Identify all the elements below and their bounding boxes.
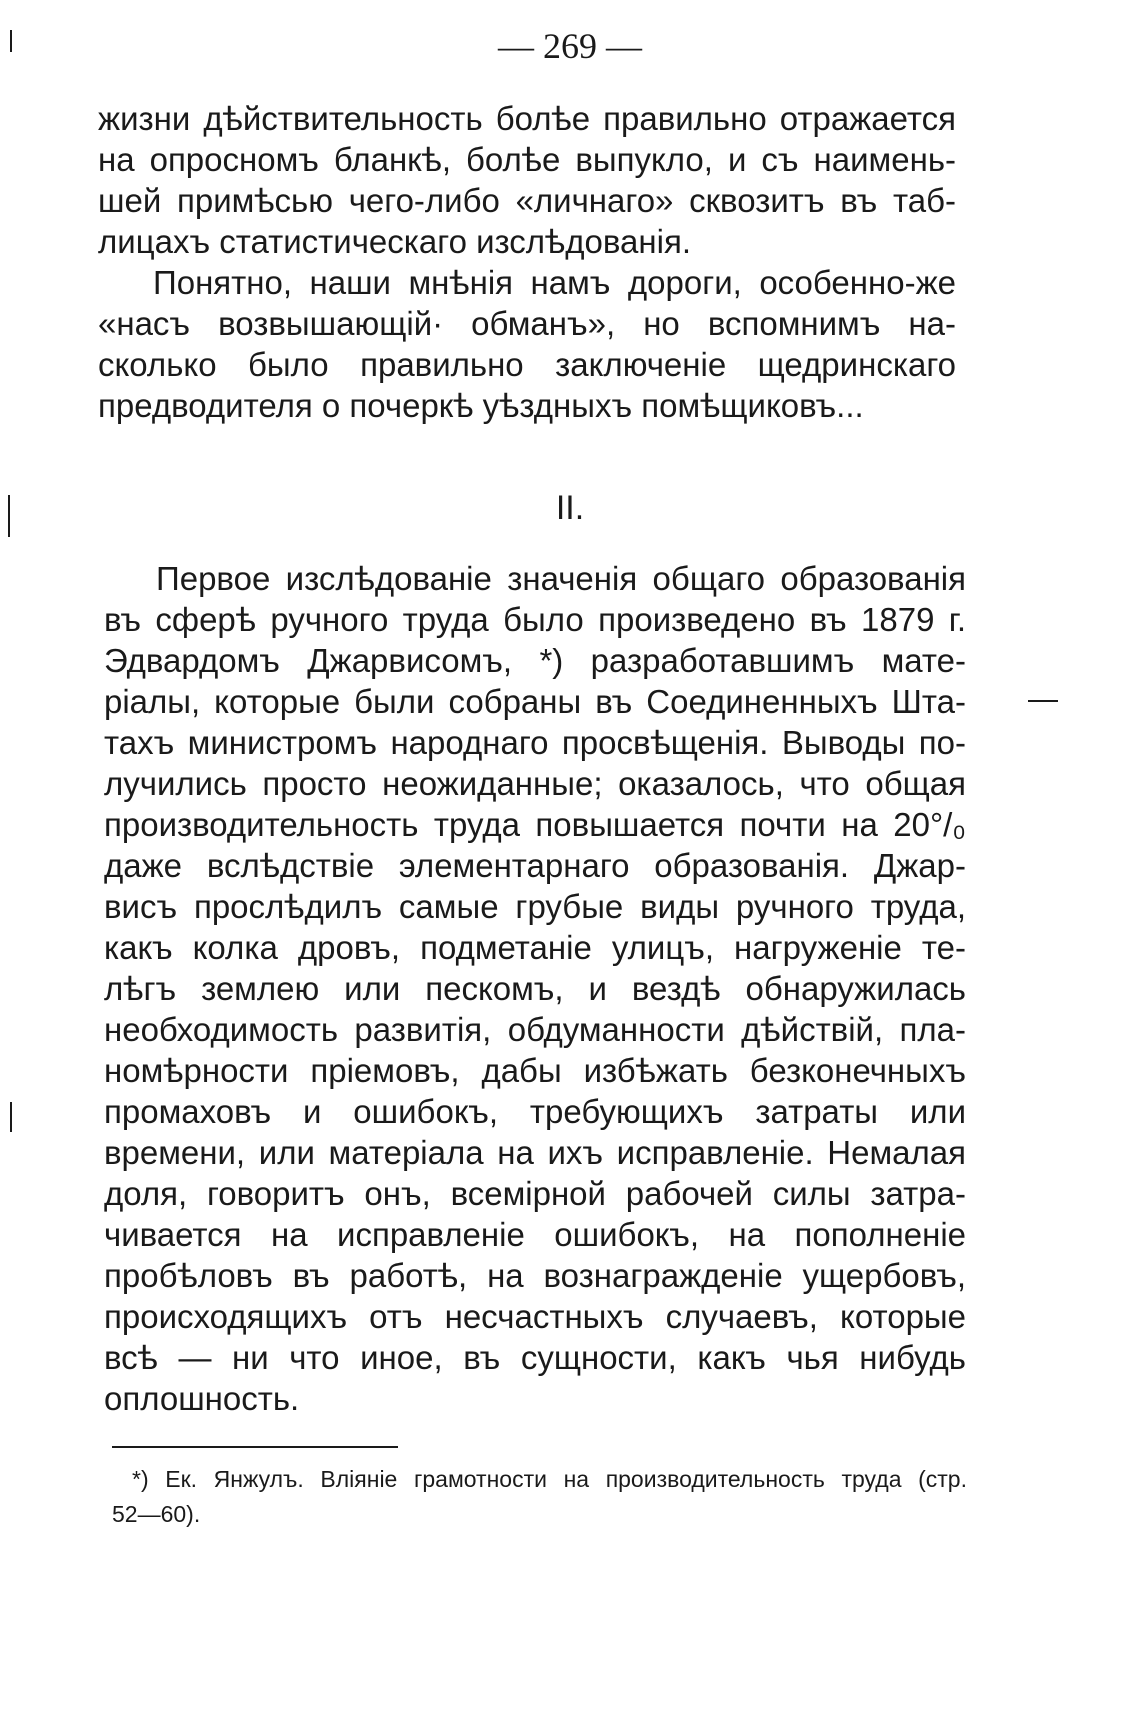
text-line: необходимость развитія, обдуманности дѣйствій, пла- bbox=[104, 1011, 966, 1048]
text-line: производительность труда повышается почти на 20°/₀ bbox=[104, 806, 966, 843]
text-line: времени, или матеріала на ихъ исправленіе. Немалая bbox=[104, 1134, 966, 1171]
text-line: всѣ — ни что иное, въ сущности, какъ чья нибудь bbox=[104, 1339, 966, 1376]
text-line: въ сферѣ ручного труда было произведено въ 1879 г. bbox=[104, 601, 966, 638]
footnote bbox=[112, 1462, 967, 1532]
text-line: «насъ возвышающій· обманъ», но вспомнимъ на- bbox=[98, 305, 956, 342]
text-line: лѣгъ землею или пескомъ, и вездѣ обнаружилась bbox=[104, 970, 966, 1007]
footnote-line: *) Ек. Янжулъ. Вліяніе грамотности на производительность труда (стр. bbox=[132, 1466, 967, 1492]
text-line: Первое изслѣдованіе значенія общаго образованія bbox=[156, 560, 966, 597]
section-heading: II. bbox=[555, 489, 585, 527]
text-line: оплошность. bbox=[104, 1380, 300, 1417]
paragraph-3 bbox=[104, 558, 966, 1419]
text-line: тахъ министромъ народнаго просвѣщенія. Выводы по- bbox=[104, 724, 966, 761]
text-line: предводителя о почеркѣ уѣздныхъ помѣщиковъ... bbox=[98, 387, 864, 424]
text-line: чивается на исправленіе ошибокъ, на пополненіе bbox=[104, 1216, 966, 1253]
text-line: даже вслѣдствіе элементарнаго образованія. Джар- bbox=[104, 847, 966, 884]
footnote-line: 52—60). bbox=[112, 1501, 201, 1527]
text-line: на опросномъ бланкѣ, болѣе выпукло, и съ наимень- bbox=[98, 141, 956, 178]
footnote-divider bbox=[112, 1446, 398, 1448]
paragraph-2 bbox=[98, 262, 956, 426]
text-line: висъ прослѣдилъ самые грубые виды ручного труда, bbox=[104, 888, 966, 925]
scan-mark bbox=[10, 30, 12, 52]
text-line: номѣрности пріемовъ, дабы избѣжать безконечныхъ bbox=[104, 1052, 966, 1089]
text-line: промаховъ и ошибокъ, требующихъ затраты или bbox=[104, 1093, 966, 1130]
scan-mark bbox=[8, 495, 10, 537]
text-line: Понятно, наши мнѣнія намъ дороги, особенно-же bbox=[153, 264, 956, 301]
text-line: жизни дѣйствительность болѣе правильно отражается bbox=[98, 100, 956, 137]
page-number: — 269 — bbox=[498, 26, 642, 66]
text-line: лицахъ статистическаго изслѣдованія. bbox=[98, 223, 691, 260]
text-line: происходящихъ отъ несчастныхъ случаевъ, которые bbox=[104, 1298, 966, 1335]
text-line: ріалы, которые были собраны въ Соединенныхъ Шта- bbox=[104, 683, 966, 720]
scan-mark bbox=[10, 1102, 12, 1132]
text-line: лучились просто неожиданные; оказалось, что общая bbox=[104, 765, 966, 802]
text-line: сколько было правильно заключеніе щедринскаго bbox=[98, 346, 956, 383]
text-line: Эдвардомъ Джарвисомъ, *) разработавшимъ мате- bbox=[104, 642, 966, 679]
text-line: шей примѣсью чего-либо «личнаго» сквозитъ въ таб- bbox=[98, 182, 956, 219]
scan-mark bbox=[1028, 700, 1058, 702]
text-line: пробѣловъ въ работѣ, на вознагражденіе ущербовъ, bbox=[104, 1257, 966, 1294]
paragraph-1 bbox=[98, 98, 956, 262]
text-line: доля, говоритъ онъ, всемірной рабочей силы затра- bbox=[104, 1175, 966, 1212]
text-line: какъ колка дровъ, подметаніе улицъ, нагруженіе те- bbox=[104, 929, 966, 966]
